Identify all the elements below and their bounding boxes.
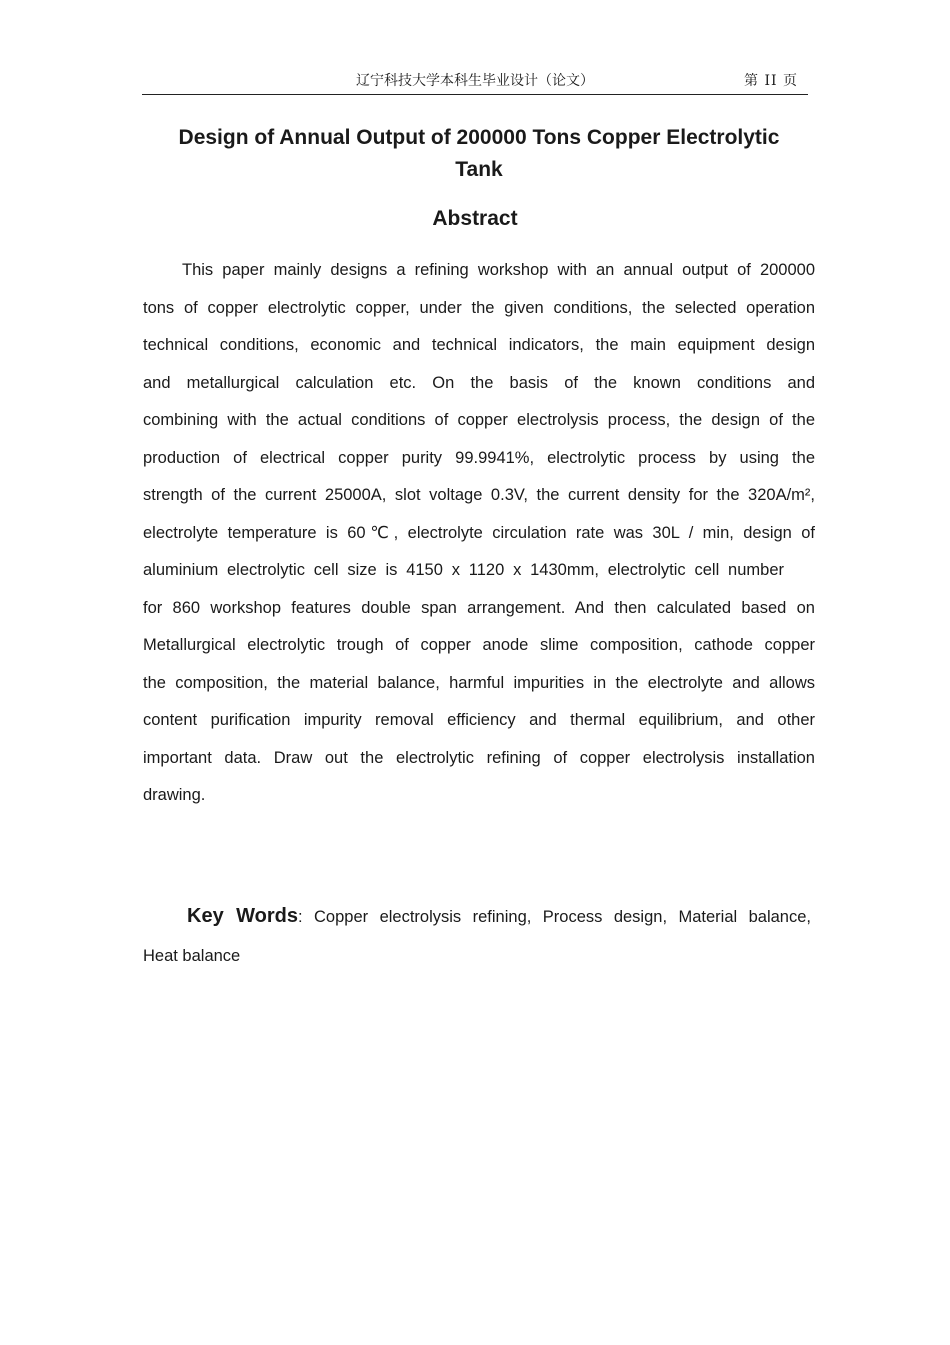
abstract-line: technical conditions, economic and technical indicators, the main equipment design (143, 336, 815, 354)
keywords-section (143, 896, 811, 976)
header-title: 辽宁科技大学本科生毕业设计（论文） (356, 73, 594, 89)
keywords-list: Copper electrolysis refining, Process design, Material balance, (314, 908, 811, 926)
abstract-line: production of electrical copper purity 99.9941%, electrolytic process by using the (143, 448, 815, 467)
abstract-line: drawing. (143, 786, 206, 804)
keywords-label: Key Words (187, 905, 298, 927)
abstract-line: Metallurgical electrolytic trough of copper anode slime composition, cathode copper (143, 636, 815, 654)
abstract-line: combining with the actual conditions of copper electrolysis process, the design of the (143, 411, 815, 429)
keywords-separator: : (297, 908, 303, 926)
title-line-1: Design of Annual Output of 200000 Tons Copper Electrolytic (178, 126, 780, 149)
header-page-number: 第 II 页 (744, 73, 798, 89)
abstract-line: aluminium electrolytic cell size is 4150 x 1120 x 1430mm, electrolytic cell number (143, 561, 784, 579)
abstract-line: strength of the current 25000A, slot voltage 0.3V, the current density for the 320A/m², (143, 486, 815, 504)
document-title (142, 122, 816, 186)
running-header (142, 68, 808, 95)
abstract-line: the composition, the material balance, harmful impurities in the electrolyte and allows (143, 673, 815, 692)
keywords-line-2: Heat balance (143, 947, 241, 965)
abstract-line: important data. Draw out the electrolytic refining of copper electrolysis installation (143, 748, 815, 767)
abstract-line: for 860 workshop features double span arrangement. And then calculated based on (143, 598, 815, 617)
title-line-2: Tank (455, 158, 503, 181)
abstract-heading: Abstract (432, 207, 518, 230)
abstract-line: and metallurgical calculation etc. On the basis of the known conditions and (143, 373, 815, 392)
abstract-line: content purification impurity removal efficiency and thermal equilibrium, and other (143, 711, 815, 729)
keywords-line-1 (143, 896, 811, 936)
abstract-line: tons of copper electrolytic copper, under the given conditions, the selected operation (143, 298, 815, 317)
abstract-line: This paper mainly designs a refining workshop with an annual output of 200000 (182, 261, 815, 279)
abstract-body (143, 252, 815, 815)
abstract-line: electrolyte temperature is 60℃, electrolyte circulation rate was 30L / min, design of (143, 523, 815, 542)
